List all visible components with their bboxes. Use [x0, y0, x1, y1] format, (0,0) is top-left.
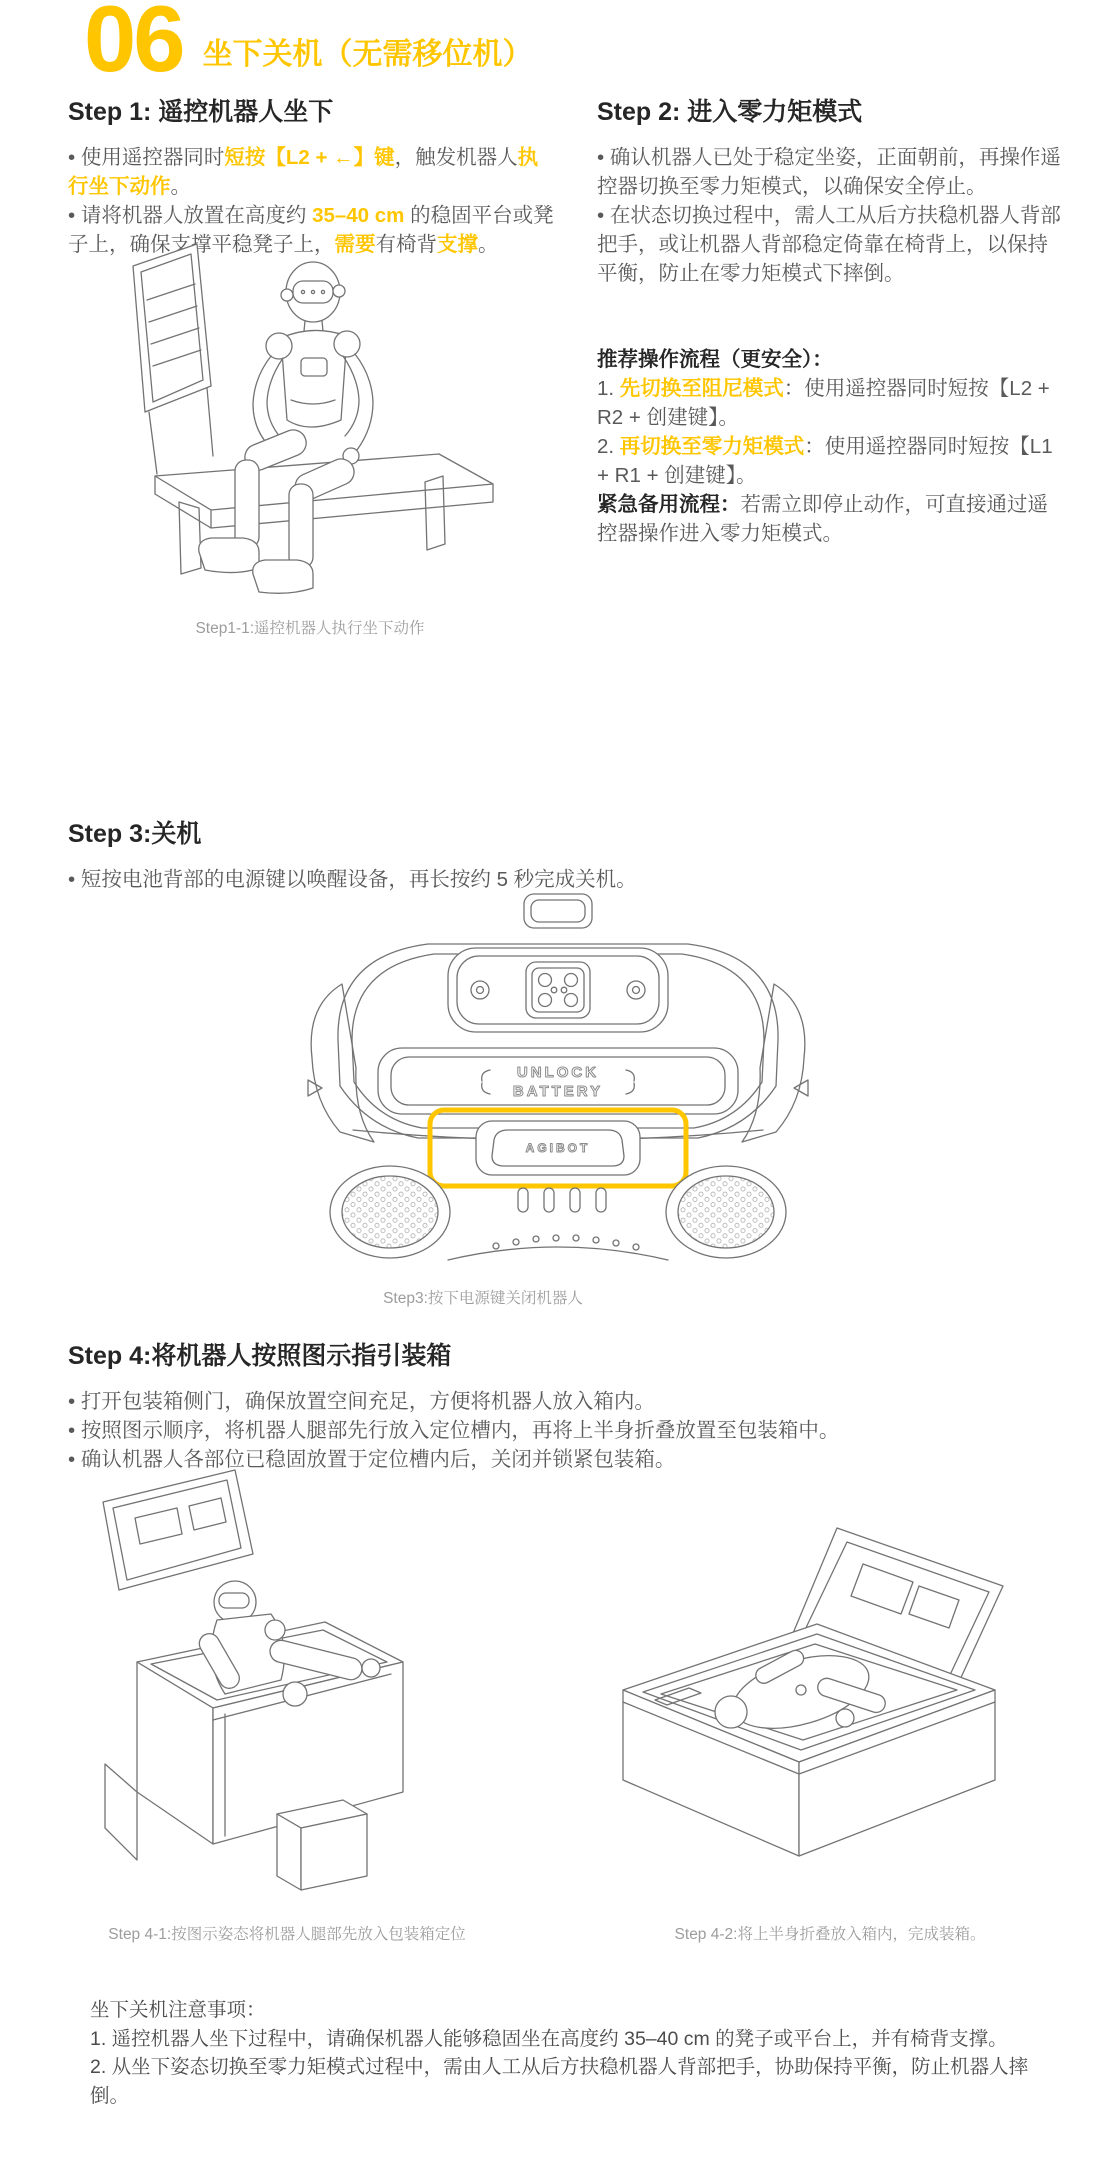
indicator-slots	[518, 1188, 606, 1212]
notes-item-2: 2. 从坐下姿态切换至零力矩模式过程中，需由人工从后方扶稳机器人背部把手，协助保持平衡，防止机器人摔倒。	[90, 2056, 1029, 2107]
recommended-flow-heading: 推荐操作流程（更安全）：	[597, 348, 833, 371]
connector-plate	[448, 948, 668, 1032]
agibot-power-button-label: AGIBOT	[525, 1141, 591, 1155]
figure-robot-sitting	[95, 208, 525, 638]
step1-heading: Step 1: 遥控机器人坐下	[68, 98, 334, 126]
step2-heading: Step 2: 进入零力矩模式	[597, 98, 863, 126]
notes-item-1: 1. 遥控机器人坐下过程中，请确保机器人能够稳固坐在高度约 35–40 cm 的凳子或平台上，并有椅背支撑。	[90, 2027, 1008, 2050]
crate-lid-open	[103, 1470, 253, 1590]
figure2-caption: Step3:按下电源键关闭机器人	[383, 1290, 583, 1307]
hip-pods	[330, 1166, 786, 1258]
emergency-flow: 紧急备用流程：若需立即停止动作，可直接通过遥控器操作进入零力矩模式。	[597, 493, 1048, 545]
unlock-battery-handle	[378, 1048, 738, 1114]
step4-bullet-2: • 按照图示顺序，将机器人腿部先行放入定位槽内，再将上半身折叠放置至包装箱中。	[68, 1416, 1078, 1445]
battery-label: BATTERY	[512, 1083, 604, 1100]
notes-title: 坐下关机注意事项：	[90, 1999, 266, 2021]
figure-robot-into-crate	[85, 1462, 435, 1907]
step3-section	[68, 814, 1028, 894]
figure3-caption: Step 4-1:按图示姿态将机器人腿部先放入包装箱定位	[108, 1926, 466, 1943]
step4-bullet-3: • 确认机器人各部位已稳固放置于定位槽内后，关闭并锁紧包装箱。	[68, 1445, 1078, 1474]
step3-bullet-1: • 短按电池背部的电源键以唤醒设备，再长按约 5 秒完成关机。	[68, 865, 1028, 894]
step1-bullet-2: • 请将机器人放置在高度约 35–40 cm 的稳固平台或凳子上，确保支撑平稳凳子上，需要有椅背支撑。	[68, 201, 556, 259]
battery-panel-illustration	[278, 890, 838, 1280]
step4-heading: Step 4:将机器人按照图示指引装箱	[68, 1342, 452, 1370]
chair-back	[133, 244, 213, 474]
section-number: 06	[84, 0, 183, 91]
section-header	[84, 0, 533, 91]
robot-into-crate-illustration	[85, 1462, 435, 1907]
step4-bullet-1: • 打开包装箱侧门，确保放置空间充足，方便将机器人放入箱内。	[68, 1387, 1078, 1416]
step4-section	[68, 1336, 1078, 1474]
notes-block	[90, 1996, 1038, 2110]
section-title: 坐下关机（无需移位机）	[202, 38, 533, 72]
figure-robot-packed	[595, 1522, 1025, 1892]
figure4-caption: Step 4-2:将上半身折叠放入箱内，完成装箱。	[674, 1926, 986, 1943]
step2-bullet-1: • 确认机器人已处于稳定坐姿，正面朝前，再操作遥控器切换至零力矩模式，以确保安全停止。	[597, 143, 1067, 201]
pedestal-block	[277, 1800, 367, 1890]
robot-packed-illustration	[595, 1522, 1025, 1892]
robot-body	[199, 262, 373, 593]
recommended-item-2: 2. 再切换至零力矩模式：使用遥控器同时短按【L1 + R1 + 创建键】。	[597, 435, 1053, 487]
step2-section	[597, 92, 1067, 548]
figure-battery-panel	[278, 890, 838, 1280]
unlock-label: UNLOCK	[516, 1064, 600, 1081]
recommended-item-1: 1. 先切换至阻尼模式：使用遥控器同时短按【L2 + R2 + 创建键】。	[597, 377, 1050, 429]
step2-bullet-2: • 在状态切换过程中，需人工从后方扶稳机器人背部把手，或让机器人背部稳定倚靠在椅背上，以保持平衡，防止在零力矩模式下摔倒。	[597, 201, 1067, 288]
bottom-arc	[448, 1235, 668, 1260]
step3-heading: Step 3:关机	[68, 820, 202, 848]
robot-sitting-illustration	[95, 208, 525, 608]
figure1-caption: Step1-1:遥控机器人执行坐下动作	[195, 620, 425, 637]
step1-bullet-1: • 使用遥控器同时短按【L2 + ←】键，触发机器人执行坐下动作。	[68, 143, 556, 201]
